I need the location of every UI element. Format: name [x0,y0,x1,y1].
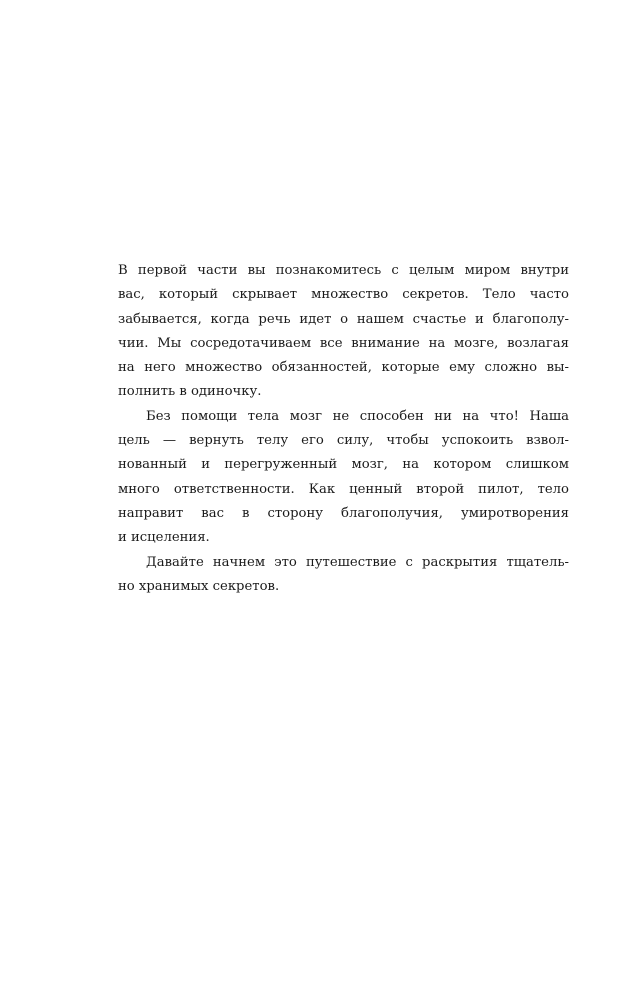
text-line: цель — вернуть телу его силу, чтобы успокоить взвол- [118,433,569,449]
text-line: много ответственности. Как ценный второй пилот, тело [118,481,569,497]
paragraph-3 [118,551,569,600]
text-line: направит вас в сторону благополучия, умиротворения [118,505,569,521]
text-line: вас, который скрывает множество секретов. Тело часто [118,287,569,303]
text-line: полнить в одиночку. [118,384,262,400]
text-line: забывается, когда речь идет о нашем счастье и благополу- [118,311,569,327]
text-line: В первой части вы познакомитесь с целым миром внутри [118,263,569,278]
text-line: Давайте начнем это путешествие с раскрытия тщатель- [146,554,569,570]
paragraph-1 [118,259,569,405]
paragraph-2 [118,405,569,551]
text-line: на него множество обязанностей, которые ему сложно вы- [118,360,569,376]
text-line: нованный и перегруженный мозг, на котором слишком [118,457,569,473]
text-line: но хранимых секретов. [118,578,280,594]
body-text [118,259,569,599]
text-line: Без помощи тела мозг не способен ни на что! Наша [146,408,569,424]
text-line: и исцеления. [118,530,210,546]
text-line: чии. Мы сосредотачиваем все внимание на мозге, возлагая [118,335,569,351]
